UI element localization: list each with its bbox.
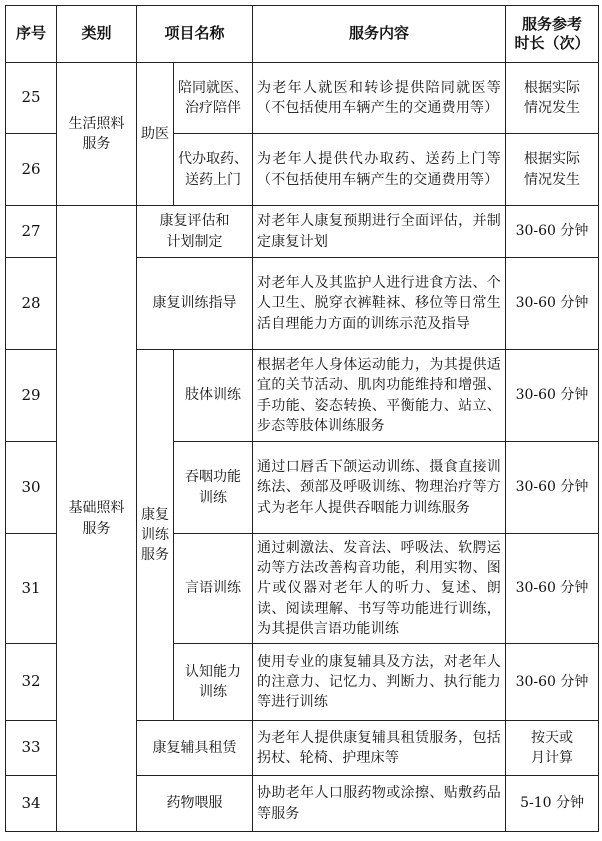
row-number: 32: [6, 644, 57, 721]
row-number: 26: [6, 134, 57, 206]
category-basic-care: 基础照料 服务: [57, 206, 137, 832]
header-category: 类别: [57, 6, 137, 63]
table-row: [6, 206, 599, 258]
service-content: 对老年人康复预期进行全面评估，并制定康复计划: [253, 206, 506, 258]
service-duration: 30-60 分钟: [506, 442, 599, 534]
service-content: 协助老年人口服药物或涂擦、贴敷药品等服务: [253, 776, 506, 832]
row-number: 29: [6, 350, 57, 442]
table-row: [6, 63, 599, 134]
row-number: 33: [6, 721, 57, 776]
service-duration: 30-60 分钟: [506, 206, 599, 258]
item-name: 康复辅具租赁: [137, 721, 253, 776]
item-name: 言语训练: [174, 534, 253, 644]
service-content: 为老年人提供代办取药、送药上门等（不包括使用车辆产生的交通费用等）: [253, 134, 506, 206]
header-row: [6, 6, 599, 63]
row-number: 25: [6, 63, 57, 134]
service-duration: 30-60 分钟: [506, 350, 599, 442]
service-content: 通过刺激法、发音法、呼吸法、软腭运动等方法改善构音功能，利用实物、图片或仪器对老年人的听力、复述、朗读、阅读理解、书写等功能进行训练，为其提供言语功能训练: [253, 534, 506, 644]
service-content: 使用专业的康复辅具及方法，对老年人的注意力、记忆力、判断力、执行能力等进行训练: [253, 644, 506, 721]
subgroup-rehab-training: 康复 训练 服务: [137, 350, 174, 721]
service-duration: 5-10 分钟: [506, 776, 599, 832]
item-name: 药物喂服: [137, 776, 253, 832]
item-name: 陪同就医、 治疗陪伴: [174, 63, 253, 134]
service-duration: 根据实际 情况发生: [506, 134, 599, 206]
row-number: 30: [6, 442, 57, 534]
service-duration: 按天或 月计算: [506, 721, 599, 776]
row-number: 28: [6, 258, 57, 350]
service-content: 为老年人提供康复辅具租赁服务，包括拐杖、轮椅、护理床等: [253, 721, 506, 776]
row-number: 34: [6, 776, 57, 832]
service-content: 通过口唇舌下颌运动训练、摄食直接训练法、颈部及呼吸训练、物理治疗等方式为老年人提供吞咽能力训练服务: [253, 442, 506, 534]
row-number: 31: [6, 534, 57, 644]
service-duration: 根据实际 情况发生: [506, 63, 599, 134]
service-content: 对老年人及其监护人进行进食方法、个人卫生、脱穿衣裤鞋袜、移位等日常生活自理能力方面的训练示范及指导: [253, 258, 506, 350]
header-content: 服务内容: [253, 6, 506, 63]
item-name: 吞咽功能 训练: [174, 442, 253, 534]
service-duration: 30-60 分钟: [506, 534, 599, 644]
service-duration: 30-60 分钟: [506, 258, 599, 350]
service-content: 根据老年人身体运动能力，为其提供适宜的关节活动、肌肉功能维持和增强、手功能、姿态转换、平衡能力、站立、步态等肢体训练服务: [253, 350, 506, 442]
service-duration: 30-60 分钟: [506, 644, 599, 721]
item-name: 认知能力 训练: [174, 644, 253, 721]
subgroup-medical: 助医: [137, 63, 174, 206]
row-number: 27: [6, 206, 57, 258]
category-life-care: 生活照料 服务: [57, 63, 137, 206]
header-duration: 服务参考 时长（次）: [506, 6, 599, 63]
service-table: [5, 5, 599, 832]
item-name: 肢体训练: [174, 350, 253, 442]
header-seq: 序号: [6, 6, 57, 63]
service-content: 为老年人就医和转诊提供陪同就医等（不包括使用车辆产生的交通费用等）: [253, 63, 506, 134]
header-item-name: 项目名称: [137, 6, 253, 63]
item-name: 康复评估和 计划制定: [137, 206, 253, 258]
item-name: 代办取药、 送药上门: [174, 134, 253, 206]
item-name: 康复训练指导: [137, 258, 253, 350]
